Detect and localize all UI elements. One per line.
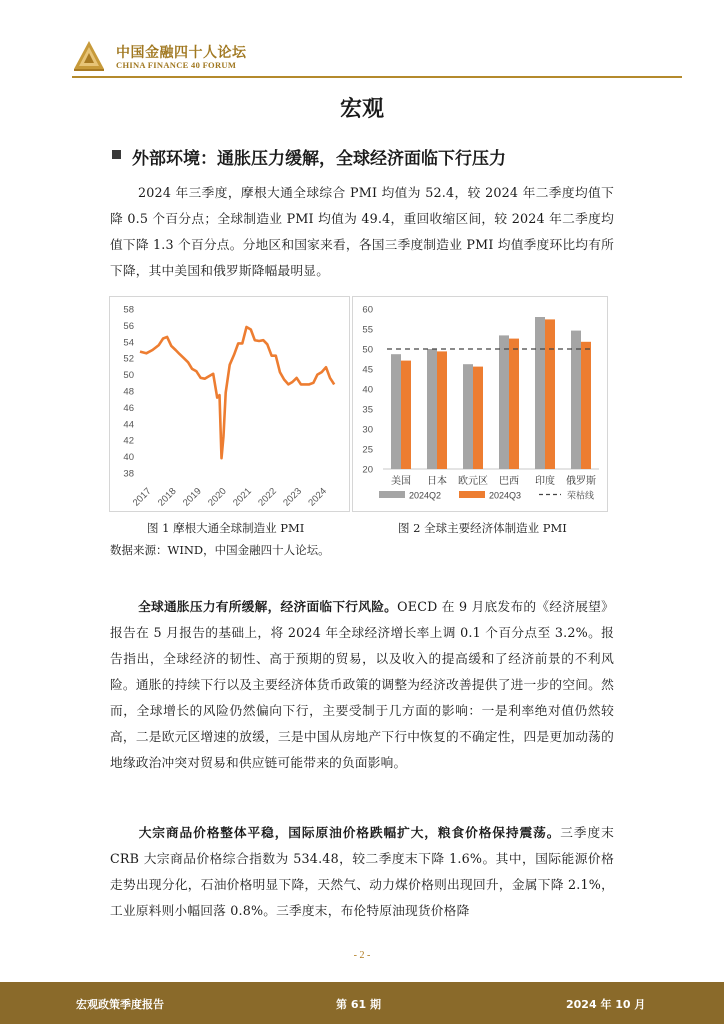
figure1-chart-frame — [109, 296, 350, 512]
y-tick-label: 52 — [123, 353, 134, 365]
section-title: 宏观 — [339, 97, 384, 122]
footer-report-name: 宏观政策季度报告 — [76, 998, 164, 1011]
heading-bullet-icon — [112, 150, 121, 159]
bar-2024Q3 — [509, 339, 519, 469]
category-label: 美国 — [391, 476, 411, 487]
y-tick-label: 60 — [362, 304, 373, 316]
bar-2024Q2 — [535, 317, 545, 469]
bar-2024Q3 — [473, 367, 483, 469]
forum-logo-icon — [72, 38, 106, 72]
report-header — [72, 36, 682, 78]
y-tick-label: 50 — [123, 370, 134, 382]
pmi-line-series — [140, 327, 334, 458]
y-tick-label: 20 — [362, 464, 373, 476]
bar-2024Q3 — [437, 351, 447, 469]
report-footer — [0, 982, 724, 1024]
y-tick-label: 40 — [362, 384, 373, 396]
bar-2024Q3 — [401, 361, 411, 469]
paragraph-pmi — [110, 180, 614, 284]
legend-label: 荣枯线 — [567, 491, 595, 502]
y-tick-label: 46 — [123, 402, 134, 414]
x-tick-label: 2018 — [155, 485, 179, 509]
paragraph-outlook-lead: 全球通胀压力有所缓解，经济面临下行风险。 — [138, 599, 398, 614]
bar-2024Q2 — [571, 331, 581, 469]
header-divider — [72, 76, 682, 78]
paragraph-outlook — [110, 594, 614, 776]
bar-2024Q2 — [427, 349, 437, 469]
footer-issue: 第 61 期 — [336, 998, 381, 1011]
figure1-caption: 图 1 摩根大通全球制造业 PMI — [147, 521, 305, 535]
y-tick-label: 42 — [123, 435, 134, 447]
y-tick-label: 45 — [362, 364, 373, 376]
paragraph-commodities-text: 三季度末 CRB 大宗商品价格综合指数为 534.48，较二季度末下降 1.6%。其中，国际能源价格走势出现分化，石油价格明显下降，天然气、动力煤价格则出现回升，金属下降 2.1%，工业原料则小幅回落 0.8%。三季度末，布伦特原油现货价格降 — [110, 825, 614, 918]
y-tick-label: 40 — [123, 452, 134, 464]
x-tick-label: 2019 — [180, 485, 204, 509]
figure1-line-chart — [110, 297, 349, 511]
x-tick-label: 2022 — [256, 485, 279, 509]
y-tick-label: 25 — [362, 444, 373, 456]
page-number: - 2 - — [353, 950, 371, 961]
legend-label: 2024Q3 — [489, 490, 522, 501]
legend-swatch — [379, 491, 405, 498]
y-tick-label: 35 — [362, 404, 373, 416]
legend-swatch — [459, 491, 485, 498]
x-tick-label: 2023 — [281, 485, 304, 509]
y-tick-label: 54 — [123, 337, 134, 349]
bar-2024Q2 — [499, 335, 509, 469]
paragraph-commodities-lead: 大宗商品价格整体平稳，国际原油价格跌幅扩大，粮食价格保持震荡。 — [138, 825, 561, 840]
y-tick-label: 58 — [123, 304, 134, 316]
y-tick-label: 44 — [123, 419, 134, 431]
y-tick-label: 48 — [123, 386, 134, 398]
y-tick-label: 30 — [362, 424, 373, 436]
legend-label: 2024Q2 — [409, 490, 442, 501]
brand-name-cn: 中国金融四十人论坛 — [116, 45, 247, 61]
figure2-caption: 图 2 全球主要经济体制造业 PMI — [398, 521, 567, 535]
bar-2024Q3 — [581, 342, 591, 469]
x-tick-label: 2021 — [231, 485, 254, 509]
category-label: 日本 — [427, 476, 447, 487]
section-heading-text: 外部环境：通胀压力缓解，全球经济面临下行压力 — [132, 149, 506, 169]
x-tick-label: 2020 — [206, 485, 229, 509]
figure2-chart-frame — [352, 296, 608, 512]
category-label: 俄罗斯 — [566, 476, 596, 487]
y-tick-label: 50 — [362, 344, 373, 356]
data-source-note: 数据来源：WIND，中国金融四十人论坛。 — [110, 543, 330, 557]
paragraph-pmi-text: 2024 年三季度，摩根大通全球综合 PMI 均值为 52.4，较 2024 年二季度均值下降 0.5 个百分点；全球制造业 PMI 均值为 49.4，重回收缩区间，较 2024 年二季度均值下降 1.3 个百分点。分地区和国家来看，各国三季度制造业 PMI 均值季度环比均有所下降，其中美国和俄罗斯降幅最明显。 — [110, 185, 614, 278]
footer-date: 2024 年 10 月 — [566, 998, 646, 1011]
x-tick-label: 2024 — [306, 485, 330, 509]
paragraph-outlook-text: OECD 在 9 月底发布的《经济展望》报告在 5 月报告的基础上，将 2024 年全球经济增长率上调 0.1 个百分点至 3.2%。报告指出，全球经济的韧性、高于预期的贸易，以及收入的提高缓和了经济前景的不利风险。通胀的持续下行以及主要经济体货币政策的调整为经济改善提供了进一步的空间。然而，全球增长的风险仍然偏向下行，主要受制于几方面的影响：一是利率绝对值仍然较高，二是欧元区增速的放缓，三是中国从房地产下行中恢复的不确定性，四是更加动荡的地缘政治冲突对贸易和供应链可能带来的负面影响。 — [110, 599, 615, 770]
category-label: 印度 — [535, 476, 555, 487]
bar-2024Q3 — [545, 319, 555, 469]
y-tick-label: 55 — [362, 324, 373, 336]
bar-2024Q2 — [463, 364, 473, 469]
x-tick-label: 2017 — [130, 485, 154, 509]
category-label: 欧元区 — [458, 476, 488, 487]
paragraph-commodities — [110, 820, 614, 924]
figure2-bar-chart — [353, 297, 607, 511]
brand-name-en: CHINA FINANCE 40 FORUM — [116, 60, 237, 70]
y-tick-label: 38 — [123, 468, 134, 480]
y-tick-label: 56 — [123, 320, 134, 332]
bar-2024Q2 — [391, 354, 401, 469]
category-label: 巴西 — [499, 476, 519, 487]
